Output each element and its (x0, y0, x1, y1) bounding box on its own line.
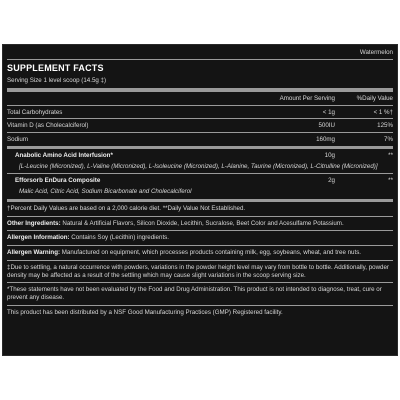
column-header-row (7, 92, 393, 106)
blend-dv: ** (388, 177, 393, 185)
serving-size: Serving Size 1 level scoop (14.5g ‡) (7, 75, 393, 92)
nutrient-amount: 500IU (318, 122, 335, 130)
blend-amount: 10g (324, 151, 335, 159)
nutrient-name: Total Carbohydrates (7, 108, 63, 116)
nutrient-dv: 125% (377, 122, 393, 130)
nutrient-name: Sodium (7, 136, 28, 143)
nutrient-row (7, 106, 393, 120)
blend-row (7, 174, 393, 186)
blend-ingredients: [L-Leucine (Micronized), L-Valine (Micronized), L-Isoleucine (Micronized), L-Alanine, Taurine (Micronized), L-Citrulline (Micronized)] (7, 161, 393, 175)
settling-note: ‡Due to settling, a natural occurrence with powders, variations in the powder height level may vary from bottle to bottle. Additionally, powder density may be affected as a result of the settling which may cause slight variations in the scoop serving size. (7, 261, 393, 284)
allergen-warning-text: Manufactured on equipment, which processes products containing milk, egg, soybeans, wheat, and tree nuts. (60, 249, 362, 256)
daily-value-footnote: †Percent Daily Values are based on a 2,000 calorie diet. **Daily Value Not Established. (7, 202, 393, 217)
distribution-statement: This product has been distributed by a NSF Good Manufacturing Practices (GMP) Registered facility. (7, 308, 283, 316)
amount-column-header: Amount Per Serving (279, 94, 335, 102)
allergen-warning-label: Allergen Warning: (7, 249, 61, 256)
flavor-label: Watermelon (7, 48, 393, 60)
blend-row (7, 149, 393, 161)
allergen-information-text: Contains Soy (Lecithin) ingredients. (69, 234, 169, 242)
blend-name: Anabolic Amino Acid Interfusion* (15, 151, 113, 159)
allergen-information (7, 231, 393, 246)
nutrient-name: Vitamin D (as Cholecalciferol) (7, 122, 89, 130)
blend-dv: ** (388, 151, 393, 159)
nutrient-dv: < 1 %† (373, 108, 393, 116)
other-ingredients-text: Natural & Artificial Flavors, Silicon Dioxide, Lecithin, Sucralose, Beet Color and Acesulfame Potassium. (60, 219, 344, 227)
allergen-warning (7, 246, 393, 261)
blend-amount: 2g (328, 177, 335, 185)
fda-disclaimer: *These statements have not been evaluated by the Food and Drug Administration. This product is not intended to diagnose, treat, cure or prevent any disease. (7, 283, 393, 306)
panel-title: SUPPLEMENT FACTS (7, 62, 104, 73)
other-ingredients (7, 217, 393, 232)
nutrient-amount: 160mg (316, 136, 335, 143)
blend-name: Efforsorb EnDura Composite (15, 177, 101, 185)
nutrient-row (7, 133, 393, 149)
blend-ingredients: Malic Acid, Citric Acid, Sodium Bicarbonate and Cholecalciferol (7, 186, 393, 202)
supplement-facts-panel (2, 44, 398, 356)
nutrient-dv: 7% (384, 136, 393, 143)
daily-value-column-header: %Daily Value (356, 94, 393, 102)
other-ingredients-label: Other Ingredients: (7, 219, 61, 227)
allergen-information-label: Allergen Information: (7, 234, 70, 242)
nutrient-amount: < 1g (322, 108, 335, 116)
nutrient-row (7, 119, 393, 133)
